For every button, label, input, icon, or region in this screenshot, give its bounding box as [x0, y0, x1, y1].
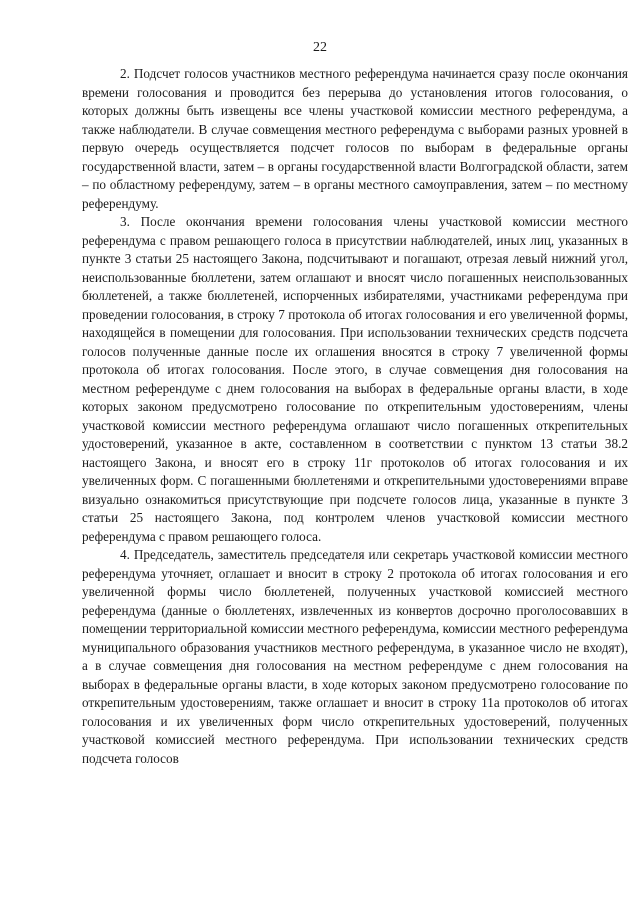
paragraph-3: 3. После окончания времени голосования члены участковой комиссии местного референдума с правом решающего голоса в присутствии наблюдателей, иных лиц, указанных в пункте 3 статьи 25 настоящего Закона, подсчитывают и погашают, отрезая левый нижний угол, неиспользованные бюллетени, затем оглашают и вносят число погашенных неиспользованных бюллетеней, а также бюллетеней, испорченных избирателями, участниками референдума при проведении голосования, в строку 7 протокола об итогах голосования и его увеличенной формы, находящейся в помещении для голосования. При использовании технических средств подсчета голосов полученные данные после их оглашения вносятся в строку 7 увеличенной формы протокола об итогах голосования. После этого, в случае совмещения дня голосования на местном референдуме с днем голосования на выборах в федеральные органы власти, в ходе которых законом предусмотрено голосование по открепительным удостоверениям, члены участковой комиссии местного референдума оглашают число погашенных открепительных удостоверений, указанное в акте, составленном в соответствии с пунктом 13 статьи 38.2 настоящего Закона, и вносят его в строку 11г протоколов об итогах голосования и их увеличенных форм. С погашенными бюллетенями и открепительными удостоверениями вправе визуально ознакомиться присутствующие при подсчете голосов лица, указанные в пункте 3 статьи 25 настоящего Закона, под контролем членов участковой комиссии местного референдума с правом решающего голоса. [82, 214, 628, 544]
paragraph-2: 2. Подсчет голосов участников местного референдума начинается сразу после окончания времени голосования и проводится без перерыва до установления итогов голосования, о которых должны быть извещены все члены участковой комиссии местного референдума, а также наблюдатели. В случае совмещения местного референдума с выборами разных уровней в первую очередь осуществляется подсчет голосов по выборам в федеральные органы государственной власти, затем – в органы государственной власти Волгоградской области, затем – по областному референдуму, затем – в органы местного самоуправления, затем – по местному референдуму. [82, 66, 628, 211]
page-number: 22 [313, 40, 327, 55]
document-body [82, 65, 628, 768]
paragraph-4: 4. Председатель, заместитель председателя или секретарь участковой комиссии местного референдума уточняет, оглашает и вносит в строку 2 протокола об итогах голосования и его увеличенной формы число бюллетеней, полученных участковой комиссией местного референдума (данные о бюллетенях, извлеченных из конвертов досрочно проголосовавших в помещении территориальной комиссии местного референдума, комиссии местного референдума муниципального образования участников местного референдума, в указанное число не входят), а в случае совмещения дня голосования на местном референдуме с днем голосования на выборах в федеральные органы власти, в ходе которых законом предусмотрено голосование по открепительным удостоверениям, также оглашает и вносит в строку 11а протоколов об итогах голосования и их увеличенных форм число открепительных удостоверений, полученных участковой комиссией местного референдума. При использовании технических средств подсчета голосов [82, 547, 628, 766]
